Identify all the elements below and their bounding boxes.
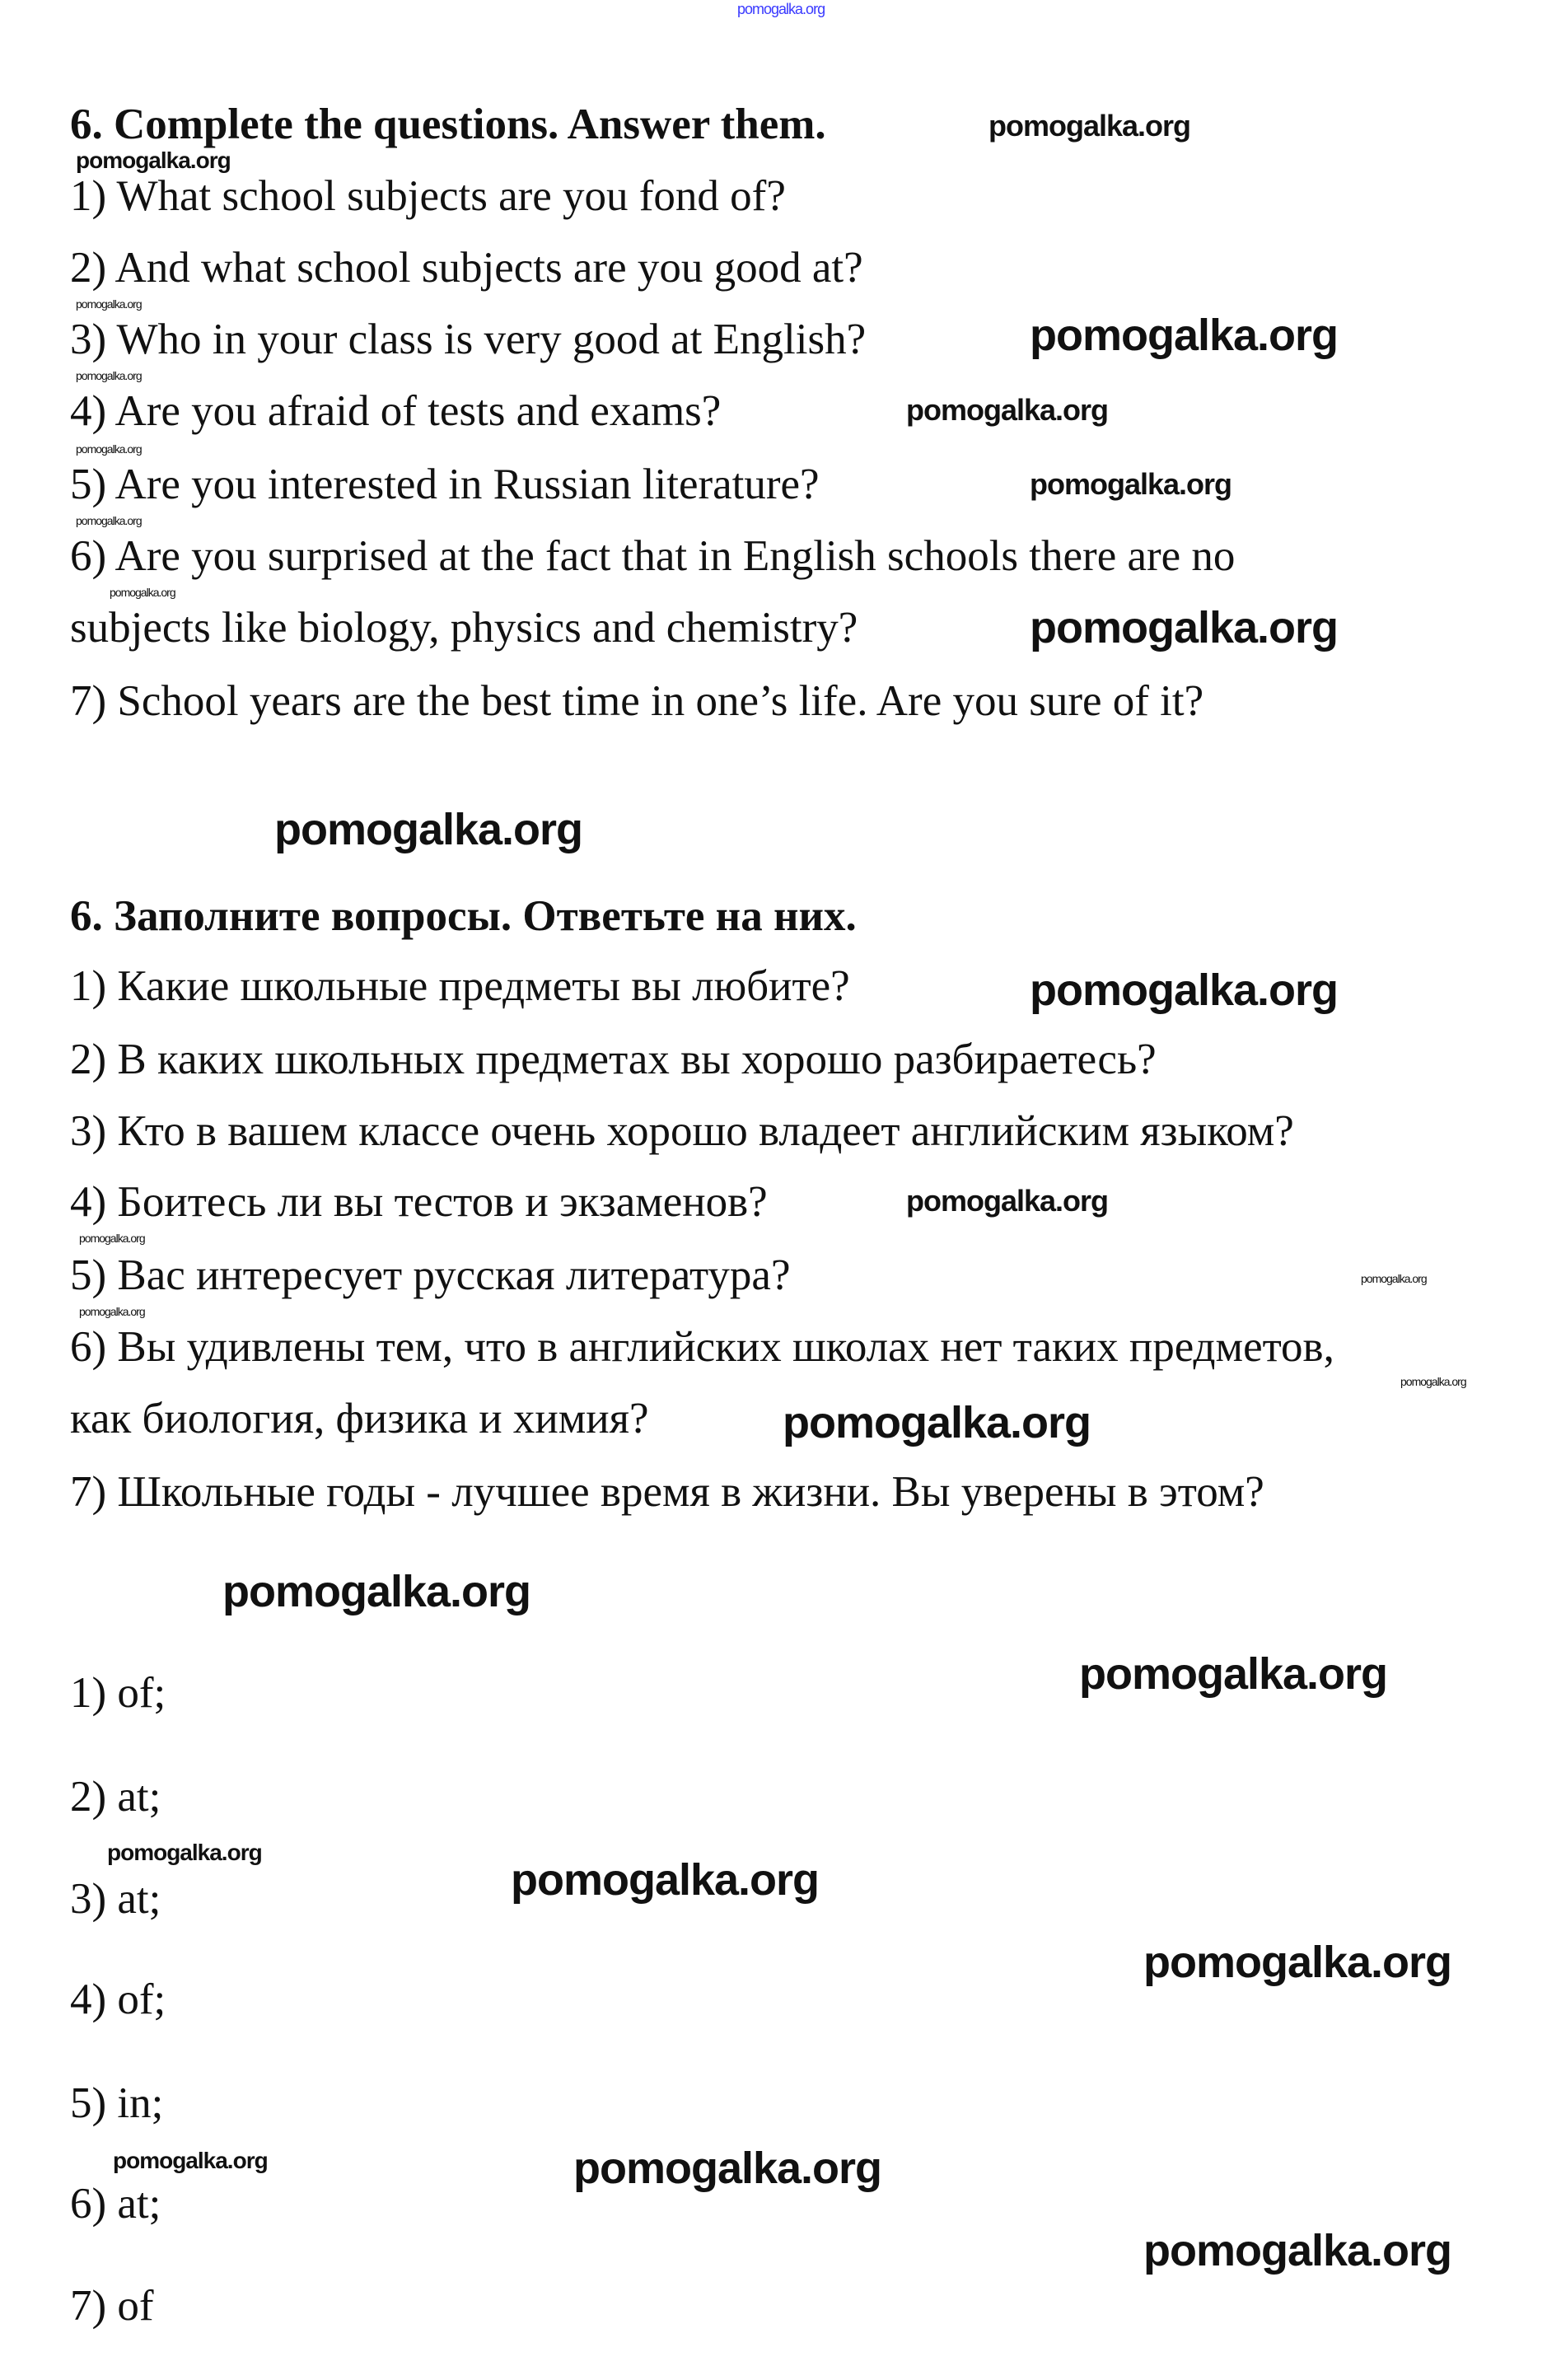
answer-line: 5) in; <box>70 2079 164 2127</box>
question-line: 1) What school subjects are you fond of? <box>70 172 786 220</box>
question-line: 6) Вы удивлены тем, что в английских школах нет таких предметов, <box>70 1323 1334 1371</box>
question-line: 2) And what school subjects are you good at? <box>70 244 863 292</box>
answer-line: 6) at; <box>70 2180 161 2228</box>
watermark: pomogalka.org <box>113 2148 268 2173</box>
watermark: pomogalka.org <box>76 442 142 456</box>
question-line: 4) Боитесь ли вы тестов и экзаменов? <box>70 1178 768 1226</box>
watermark: pomogalka.org <box>906 1184 1109 1218</box>
watermark: pomogalka.org <box>573 2144 882 2193</box>
watermark: pomogalka.org <box>76 147 231 173</box>
answer-line: 3) at; <box>70 1875 161 1923</box>
question-line: 7) School years are the best time in one’s life. Are you sure of it? <box>70 677 1204 725</box>
watermark: pomogalka.org <box>107 1840 262 1865</box>
russian-heading: 6. Заполните вопросы. Ответьте на них. <box>70 892 857 940</box>
answer-line: 2) at; <box>70 1773 161 1821</box>
watermark: pomogalka.org <box>76 514 142 527</box>
watermark: pomogalka.org <box>79 1305 145 1318</box>
question-line: 3) Who in your class is very good at English? <box>70 316 867 363</box>
watermark: pomogalka.org <box>1143 2226 1452 2275</box>
watermark: pomogalka.org <box>274 805 583 854</box>
question-line: subjects like biology, physics and chemistry? <box>70 604 858 652</box>
answer-line: 7) of <box>70 2282 154 2330</box>
watermark: pomogalka.org <box>1079 1649 1388 1699</box>
answer-line: 1) of; <box>70 1669 166 1717</box>
watermark: pomogalka.org <box>1143 1938 1452 1987</box>
answer-line: 4) of; <box>70 1976 166 2023</box>
question-line: как биология, физика и химия? <box>70 1395 649 1442</box>
watermark: pomogalka.org <box>783 1398 1091 1447</box>
watermark: pomogalka.org <box>1361 1272 1427 1285</box>
watermark: pomogalka.org <box>511 1855 820 1905</box>
watermark: pomogalka.org <box>76 297 142 311</box>
question-line: 4) Are you afraid of tests and exams? <box>70 387 722 435</box>
question-line: 5) Are you interested in Russian literature? <box>70 461 820 508</box>
watermark: pomogalka.org <box>222 1567 531 1616</box>
watermark: pomogalka.org <box>737 1 825 17</box>
watermark: pomogalka.org <box>1400 1375 1466 1388</box>
question-line: 6) Are you surprised at the fact that in English schools there are no <box>70 532 1236 580</box>
question-line: 3) Кто в вашем классе очень хорошо владеет английским языком? <box>70 1107 1294 1155</box>
question-line: 1) Какие школьные предметы вы любите? <box>70 962 850 1010</box>
watermark: pomogalka.org <box>110 586 175 599</box>
question-line: 7) Школьные годы - лучшее время в жизни. Вы уверены в этом? <box>70 1468 1264 1516</box>
english-heading: 6. Complete the questions. Answer them. <box>70 101 826 148</box>
watermark: pomogalka.org <box>988 109 1191 143</box>
question-line: 2) В каких школьных предметах вы хорошо разбираетесь? <box>70 1036 1157 1083</box>
watermark: pomogalka.org <box>906 393 1109 427</box>
watermark: pomogalka.org <box>1030 311 1339 360</box>
question-line: 5) Вас интересует русская литература? <box>70 1251 791 1299</box>
watermark: pomogalka.org <box>76 369 142 382</box>
watermark: pomogalka.org <box>1030 603 1339 652</box>
watermark: pomogalka.org <box>1030 966 1339 1015</box>
watermark: pomogalka.org <box>1030 467 1232 501</box>
watermark: pomogalka.org <box>79 1232 145 1245</box>
